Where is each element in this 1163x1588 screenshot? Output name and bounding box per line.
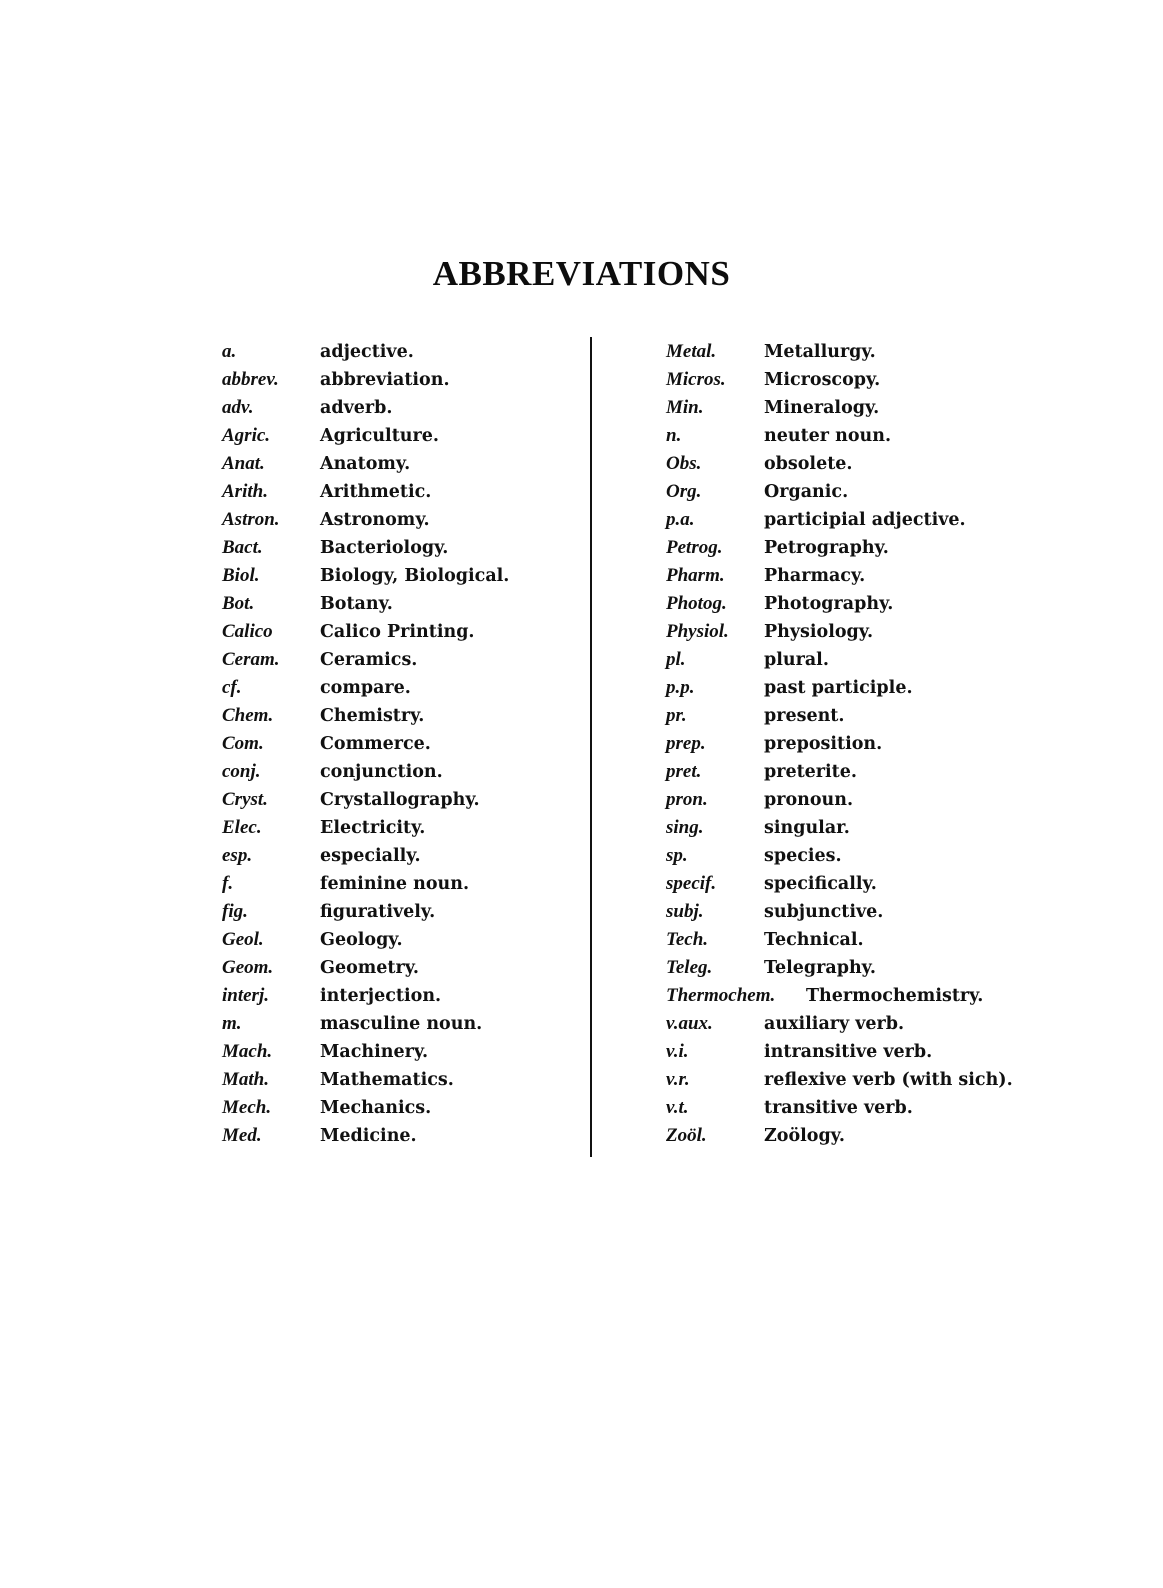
abbreviation-term: Mach. xyxy=(222,1041,273,1062)
abbreviation-meaning: past participle. xyxy=(764,678,913,698)
abbreviation-term: sing. xyxy=(666,817,704,838)
abbreviation-meaning: feminine noun. xyxy=(320,874,470,894)
abbreviation-meaning: Telegraphy. xyxy=(764,958,876,978)
abbreviation-meaning: singular. xyxy=(764,818,850,838)
abbreviation-meaning: masculine noun. xyxy=(320,1014,483,1034)
abbreviation-term: pret. xyxy=(666,761,702,782)
abbreviation-meaning: participial adjective. xyxy=(764,510,966,530)
abbreviation-term: adv. xyxy=(222,397,254,418)
abbreviation-term: Mech. xyxy=(222,1097,272,1118)
abbreviation-term: Med. xyxy=(222,1125,262,1146)
column-divider xyxy=(590,337,592,1157)
abbreviation-term: prep. xyxy=(666,733,706,754)
abbreviation-meaning: abbreviation. xyxy=(320,370,450,390)
abbreviation-meaning: Botany. xyxy=(320,594,393,614)
abbreviation-meaning: figuratively. xyxy=(320,902,436,922)
abbreviation-meaning: Pharmacy. xyxy=(764,566,866,586)
abbreviation-term: f. xyxy=(222,873,234,894)
abbreviation-meaning: Arithmetic. xyxy=(320,482,432,502)
abbreviation-term: v.t. xyxy=(666,1097,689,1118)
abbreviation-term: Metal. xyxy=(666,341,717,362)
abbreviation-term: Zoöl. xyxy=(666,1125,707,1146)
abbreviation-term: Photog. xyxy=(666,593,727,614)
abbreviation-meaning: Ceramics. xyxy=(320,650,418,670)
abbreviation-meaning: Anatomy. xyxy=(320,454,411,474)
abbreviation-meaning: preterite. xyxy=(764,762,857,782)
abbreviation-term: Micros. xyxy=(666,369,726,390)
abbreviation-meaning: adverb. xyxy=(320,398,393,418)
abbreviation-term: Tech. xyxy=(666,929,709,950)
abbreviation-term: Ceram. xyxy=(222,649,280,670)
abbreviation-meaning: subjunctive. xyxy=(764,902,884,922)
abbreviation-meaning: present. xyxy=(764,706,845,726)
abbreviation-meaning: obsolete. xyxy=(764,454,853,474)
abbreviation-term: Thermochem. xyxy=(666,985,776,1006)
abbreviation-term: Geol. xyxy=(222,929,264,950)
abbreviation-meaning: Petrography. xyxy=(764,538,889,558)
abbreviation-term: p.a. xyxy=(666,509,695,530)
abbreviation-meaning: Geology. xyxy=(320,930,403,950)
abbreviation-term: pr. xyxy=(666,705,687,726)
abbreviation-term: Org. xyxy=(666,481,702,502)
abbreviation-meaning: reflexive verb (with sich). xyxy=(764,1070,1013,1090)
abbreviation-term: Bact. xyxy=(222,537,263,558)
abbreviation-term: Chem. xyxy=(222,705,274,726)
abbreviation-term: Cryst. xyxy=(222,789,268,810)
abbreviation-meaning: Thermochemistry. xyxy=(806,986,984,1006)
abbreviation-meaning: intransitive verb. xyxy=(764,1042,933,1062)
abbreviation-meaning: Astronomy. xyxy=(320,510,430,530)
abbreviation-term: Geom. xyxy=(222,957,274,978)
abbreviation-term: a. xyxy=(222,341,237,362)
abbreviation-term: Com. xyxy=(222,733,264,754)
abbreviation-term: Astron. xyxy=(222,509,280,530)
abbreviation-meaning: especially. xyxy=(320,846,421,866)
abbreviation-meaning: compare. xyxy=(320,678,411,698)
abbreviation-term: m. xyxy=(222,1013,242,1034)
abbreviation-meaning: preposition. xyxy=(764,734,883,754)
abbreviation-meaning: Commerce. xyxy=(320,734,431,754)
abbreviation-meaning: Medicine. xyxy=(320,1126,417,1146)
abbreviation-term: abbrev. xyxy=(222,369,279,390)
page-title: ABBREVIATIONS xyxy=(432,254,731,293)
abbreviation-meaning: Crystallography. xyxy=(320,790,480,810)
abbreviation-meaning: conjunction. xyxy=(320,762,443,782)
abbreviation-meaning: Mechanics. xyxy=(320,1098,432,1118)
abbreviation-meaning: Photography. xyxy=(764,594,894,614)
abbreviation-meaning: specifically. xyxy=(764,874,877,894)
abbreviation-term: Obs. xyxy=(666,453,702,474)
abbreviation-meaning: Calico Printing. xyxy=(320,622,475,642)
abbreviation-term: fig. xyxy=(222,901,248,922)
abbreviation-term: Pharm. xyxy=(666,565,725,586)
abbreviation-term: pron. xyxy=(666,789,708,810)
abbreviation-term: Physiol. xyxy=(666,621,729,642)
abbreviation-meaning: Technical. xyxy=(764,930,864,950)
abbreviation-term: Petrog. xyxy=(666,537,723,558)
abbreviation-term: esp. xyxy=(222,845,253,866)
abbreviation-meaning: Bacteriology. xyxy=(320,538,449,558)
abbreviation-term: v.aux. xyxy=(666,1013,713,1034)
abbreviation-term: n. xyxy=(666,425,682,446)
abbreviation-meaning: Mathematics. xyxy=(320,1070,454,1090)
abbreviation-term: Agric. xyxy=(222,425,271,446)
abbreviation-meaning: Chemistry. xyxy=(320,706,425,726)
abbreviation-term: Min. xyxy=(666,397,704,418)
abbreviation-meaning: Electricity. xyxy=(320,818,426,838)
abbreviation-meaning: plural. xyxy=(764,650,829,670)
abbreviation-term: Calico xyxy=(222,621,273,642)
abbreviation-term: Teleg. xyxy=(666,957,713,978)
abbreviation-term: interj. xyxy=(222,985,269,1006)
abbreviation-term: sp. xyxy=(666,845,688,866)
abbreviation-term: specif. xyxy=(666,873,717,894)
abbreviation-meaning: auxiliary verb. xyxy=(764,1014,905,1034)
abbreviation-term: Arith. xyxy=(222,481,268,502)
abbreviation-term: v.r. xyxy=(666,1069,690,1090)
abbreviation-meaning: neuter noun. xyxy=(764,426,892,446)
abbreviation-meaning: Mineralogy. xyxy=(764,398,880,418)
abbreviation-term: p.p. xyxy=(666,677,695,698)
abbreviation-term: Elec. xyxy=(222,817,262,838)
abbreviation-term: subj. xyxy=(666,901,704,922)
abbreviation-term: conj. xyxy=(222,761,261,782)
abbreviation-meaning: interjection. xyxy=(320,986,442,1006)
abbreviation-meaning: Geometry. xyxy=(320,958,419,978)
abbreviation-term: v.i. xyxy=(666,1041,689,1062)
abbreviation-meaning: Physiology. xyxy=(764,622,874,642)
abbreviation-term: pl. xyxy=(666,649,686,670)
abbreviation-meaning: pronoun. xyxy=(764,790,854,810)
abbreviation-meaning: Microscopy. xyxy=(764,370,881,390)
abbreviation-meaning: Machinery. xyxy=(320,1042,429,1062)
abbreviation-term: Bot. xyxy=(222,593,255,614)
abbreviation-meaning: species. xyxy=(764,846,842,866)
abbreviation-meaning: Zoölogy. xyxy=(764,1126,845,1146)
abbreviation-term: Math. xyxy=(222,1069,269,1090)
abbreviation-term: Anat. xyxy=(222,453,265,474)
abbreviation-meaning: Biology, Biological. xyxy=(320,566,510,586)
abbreviation-term: Biol. xyxy=(222,565,260,586)
abbreviation-meaning: Metallurgy. xyxy=(764,342,876,362)
abbreviation-meaning: Agriculture. xyxy=(320,426,439,446)
abbreviation-meaning: transitive verb. xyxy=(764,1098,913,1118)
abbreviation-term: cf. xyxy=(222,677,242,698)
abbreviation-meaning: Organic. xyxy=(764,482,849,502)
abbreviation-meaning: adjective. xyxy=(320,342,414,362)
